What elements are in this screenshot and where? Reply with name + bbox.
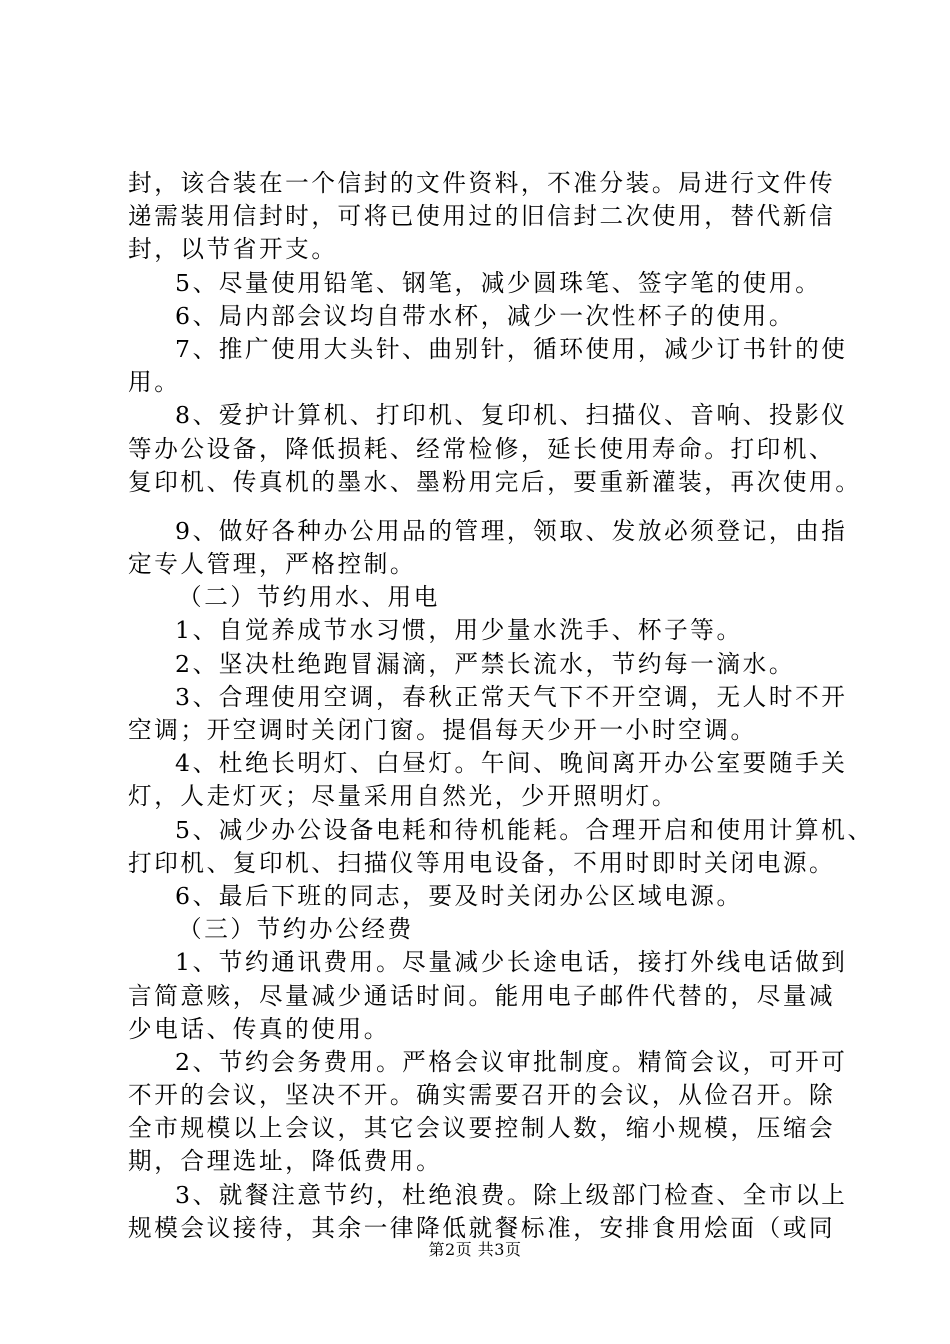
text-line: 定专人管理，严格控制。 — [128, 550, 417, 579]
text-line: 言简意赅，尽量减少通话时间。能用电子邮件代替的，尽量减 — [128, 981, 836, 1010]
text-line: 1、自觉养成节水习惯，用少量水洗手、杯子等。 — [175, 616, 743, 645]
text-line: 等办公设备，降低损耗、经常检修，延长使用寿命。打印机、 — [128, 434, 836, 463]
text-line: 用。 — [128, 368, 181, 397]
text-line: 5、减少办公设备电耗和待机能耗。合理开启和使用计算机、 — [175, 815, 874, 844]
page-footer: 第2页 共3页 — [428, 1240, 522, 1259]
text-line: 2、坚决杜绝跑冒漏滴，严禁长流水，节约每一滴水。 — [175, 649, 796, 678]
text-line: 7、推广使用大头针、曲别针，循环使用，减少订书针的使 — [175, 334, 848, 363]
text-line: 3、就餐注意节约，杜绝浪费。除上级部门检查、全市以上 — [175, 1180, 848, 1209]
text-line: 6、最后下班的同志，要及时关闭办公区域电源。 — [175, 881, 743, 910]
text-line: 期，合理选址，降低费用。 — [128, 1147, 443, 1176]
text-line: 空调；开空调时关闭门窗。提倡每天少开一小时空调。 — [128, 716, 757, 744]
text-line: 2、节约会务费用。严格会议审批制度。精简会议，可开可 — [175, 1047, 848, 1076]
text-line: 少电话、传真的使用。 — [128, 1014, 390, 1043]
section-heading: （三）节约办公经费 — [178, 915, 414, 944]
text-line: 3、合理使用空调，春秋正常天气下不开空调，无人时不开 — [175, 682, 848, 711]
text-line: 5、尽量使用铅笔、钢笔，减少圆珠笔、签字笔的使用。 — [175, 268, 822, 297]
text-line: 6、局内部会议均自带水杯，减少一次性杯子的使用。 — [175, 301, 796, 330]
text-line: 9、做好各种办公用品的管理，领取、发放必须登记，由指 — [175, 516, 848, 545]
paragraph-gap — [128, 499, 836, 515]
text-line: 不开的会议，坚决不开。确实需要召开的会议，从俭召开。除 — [128, 1081, 836, 1110]
text-line: 8、爱护计算机、打印机、复印机、扫描仪、音响、投影仪 — [175, 401, 848, 430]
document-body — [128, 167, 874, 1245]
text-line: 灯，人走灯灭；尽量采用自然光，少开照明灯。 — [128, 782, 679, 811]
text-line: 复印机、传真机的墨水、墨粉用完后，要重新灌装，再次使用。 — [128, 467, 862, 496]
text-line: 全市规模以上会议，其它会议要控制人数，缩小规模，压缩会 — [128, 1114, 836, 1143]
text-line: 4、杜绝长明灯、白昼灯。午间、晚间离开办公室要随手关 — [175, 749, 848, 778]
section-heading: （二）节约用水、用电 — [178, 583, 440, 612]
text-line: 1、节约通讯费用。尽量减少长途电话，接打外线电话做到 — [175, 948, 848, 977]
text-line: 打印机、复印机、扫描仪等用电设备，不用时即时关闭电源。 — [128, 848, 836, 877]
text-line: 递需装用信封时，可将已使用过的旧信封二次使用，替代新信 — [128, 202, 836, 231]
text-line: 封，以节省开支。 — [128, 235, 338, 264]
text-line: 封，该合装在一个信封的文件资料，不准分装。局进行文件传 — [128, 169, 836, 197]
text-line: 规模会议接待，其余一律降低就餐标准，安排食用烩面（或同 — [128, 1213, 836, 1242]
